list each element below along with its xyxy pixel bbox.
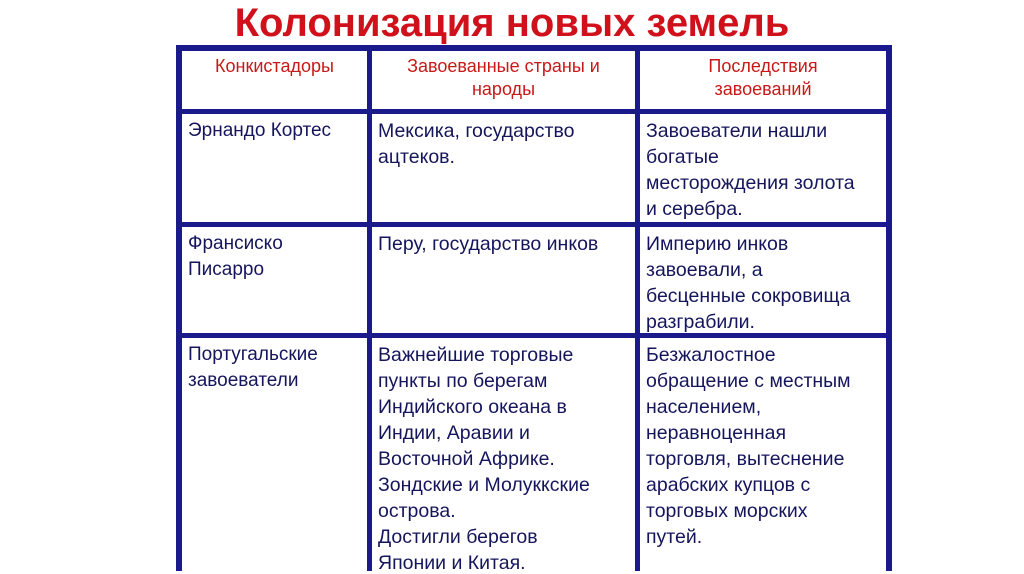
text-line: бесценные сокровища [646,285,851,307]
header-lands-line: народы [471,79,536,99]
row1-consequences [640,114,886,222]
text-line: острова. [378,500,456,522]
text-line: Писарро [188,259,265,280]
header-consequences-line: Последствия [708,56,818,76]
page-title: Колонизация новых земель [234,1,790,45]
text-line: Достигли берегов [378,526,538,548]
row2-lands [372,227,635,333]
text-line: Эрнандо Кортес [188,120,332,141]
header-conquistadors-text: Конкистадоры [215,56,334,76]
text-line: путей. [646,526,703,548]
row1-conquistador [182,114,367,222]
text-line: Индии, Аравии и [378,422,530,444]
text-line: Франсиско [188,233,283,254]
header-lands-line: Завоеванные страны и [407,56,600,76]
text-line: Индийского океана в [378,396,567,418]
text-line: Безжалостное [646,344,776,366]
header-conquistadors [182,51,367,109]
text-line: торговля, вытеснение [646,448,845,470]
text-line: богатые [646,146,719,168]
text-line: обращение с местным [646,370,851,392]
text-line: торговых морских [646,500,808,522]
text-line: неравноценная [646,422,787,444]
text-line: Важнейшие торговые [378,344,574,366]
text-line: завоевали, а [646,259,763,281]
text-line: и серебра. [646,198,743,220]
text-line: завоеватели [188,370,299,391]
header-conquered-lands [372,51,635,109]
text-line: ацтеков. [378,146,455,168]
text-line: Португальские [188,344,318,365]
text-line: Мексика, государство [378,120,575,142]
text-line: Завоеватели нашли [646,120,828,142]
text-line: Восточной Африке. [378,448,555,470]
row3-consequences [640,338,886,574]
text-line: Империю инков [646,233,789,255]
row2-consequences [640,227,886,333]
text-line: пункты по берегам [378,370,548,392]
text-line: месторождения золота [646,172,855,194]
text-line: разграбили. [646,311,755,333]
text-line: Зондские и Молуккские [378,474,590,496]
text-line: населением, [646,396,762,418]
header-consequences [640,51,886,109]
row3-lands [372,338,635,574]
text-line: арабских купцов с [646,474,811,496]
row1-lands [372,114,635,222]
row3-conquistador [182,338,367,574]
row2-conquistador [182,227,367,333]
text-line: Японии и Китая. [378,552,526,574]
colonization-table [176,45,892,574]
text-line: Перу, государство инков [378,233,599,255]
header-consequences-line: завоеваний [714,79,812,99]
